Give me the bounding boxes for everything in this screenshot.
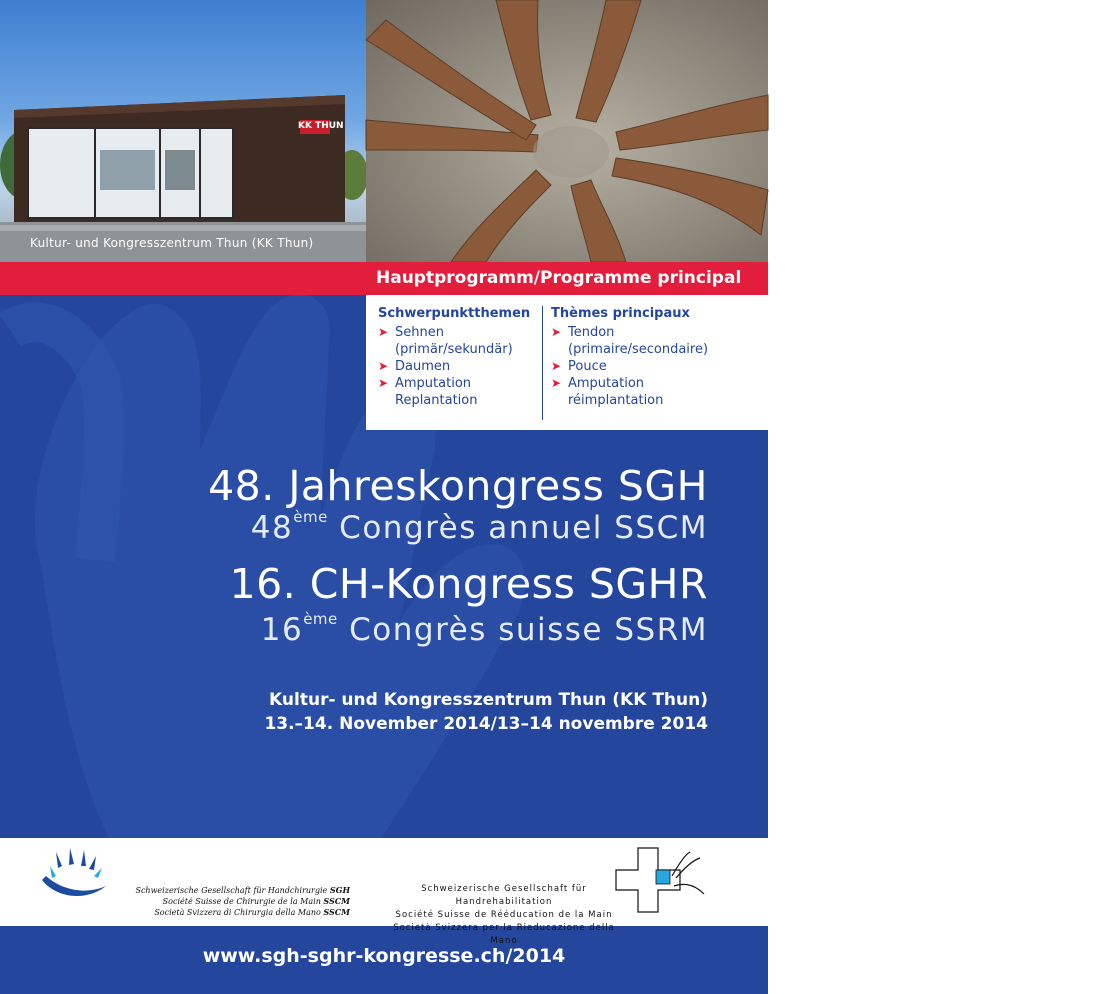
topic-sublabel: (primär/sekundär) bbox=[395, 342, 513, 357]
congress-website-link[interactable]: www.sgh-sghr-kongresse.ch/2014 bbox=[202, 945, 566, 967]
society-logos bbox=[0, 838, 768, 946]
chevron-right-icon: ➤ bbox=[378, 325, 389, 339]
topics-heading-fr: Thèmes principaux bbox=[551, 306, 690, 321]
chevron-right-icon: ➤ bbox=[551, 325, 562, 339]
chevron-right-icon: ➤ bbox=[551, 359, 562, 373]
building-illustration bbox=[0, 0, 366, 262]
ssrm-congress-title: 16ème Congrès suisse SSRM bbox=[260, 610, 708, 648]
topics-german bbox=[378, 306, 536, 409]
list-item bbox=[551, 324, 771, 358]
topic-label: Daumen bbox=[395, 359, 451, 374]
topic-sublabel: réimplantation bbox=[568, 393, 664, 408]
list-item bbox=[378, 375, 536, 409]
list-item bbox=[551, 375, 771, 409]
photo-caption: Kultur- und Kongresszentrum Thun (KK Thun) bbox=[30, 236, 314, 250]
header-photos bbox=[0, 0, 1105, 262]
topics-french bbox=[542, 306, 771, 420]
congress-dates: 13.–14. November 2014/13–14 novembre 2014 bbox=[264, 714, 708, 734]
hands-in-sand-photo bbox=[366, 0, 1105, 262]
topic-label: Sehnen bbox=[395, 325, 444, 340]
sghr-cross-hand-logo-icon bbox=[616, 842, 706, 922]
list-item bbox=[378, 358, 536, 375]
photo-credit: © Atena Bosi, Payerne bbox=[1094, 124, 1105, 238]
topic-label: Amputation bbox=[568, 376, 645, 391]
list-item bbox=[551, 358, 771, 375]
building-sign: KK THUN bbox=[298, 121, 344, 131]
program-banner bbox=[0, 262, 768, 295]
kk-thun-building-photo bbox=[0, 0, 366, 262]
topic-label: Tendon bbox=[568, 325, 615, 340]
sghr-society-name: Schweizerische Gesellschaft für Handrehabilitation Société Suisse de Rééducation de la Main Società Svizzera per la Rieducazione della Mano bbox=[393, 884, 615, 946]
topics-heading-de: Schwerpunktthemen bbox=[378, 306, 531, 321]
list-item bbox=[378, 324, 536, 358]
hands-illustration bbox=[366, 0, 768, 262]
sgh-society-name: Schweizerische Gesellschaft für Handchirurgie SGH Société Suisse de Chirurgie de la Main SSCM Società Svizzera di Chirurgia della Mano SSCM bbox=[135, 885, 350, 917]
chevron-right-icon: ➤ bbox=[551, 376, 562, 390]
chevron-right-icon: ➤ bbox=[378, 359, 389, 373]
topic-sublabel: Replantation bbox=[395, 393, 478, 408]
sgh-congress-title: 48. Jahreskongress SGH bbox=[208, 462, 708, 510]
chevron-right-icon: ➤ bbox=[378, 376, 389, 390]
sghr-congress-title: 16. CH-Kongress SGHR bbox=[229, 560, 708, 608]
banner-title: Hauptprogramm/Programme principal bbox=[376, 268, 742, 288]
sscm-congress-title: 48ème Congrès annuel SSCM bbox=[250, 508, 708, 546]
venue-name: Kultur- und Kongresszentrum Thun (KK Thun) bbox=[269, 690, 708, 710]
topic-sublabel: (primaire/secondaire) bbox=[568, 342, 709, 357]
topics-panel bbox=[366, 295, 768, 430]
topic-label: Pouce bbox=[568, 359, 607, 374]
topic-label: Amputation bbox=[395, 376, 472, 391]
